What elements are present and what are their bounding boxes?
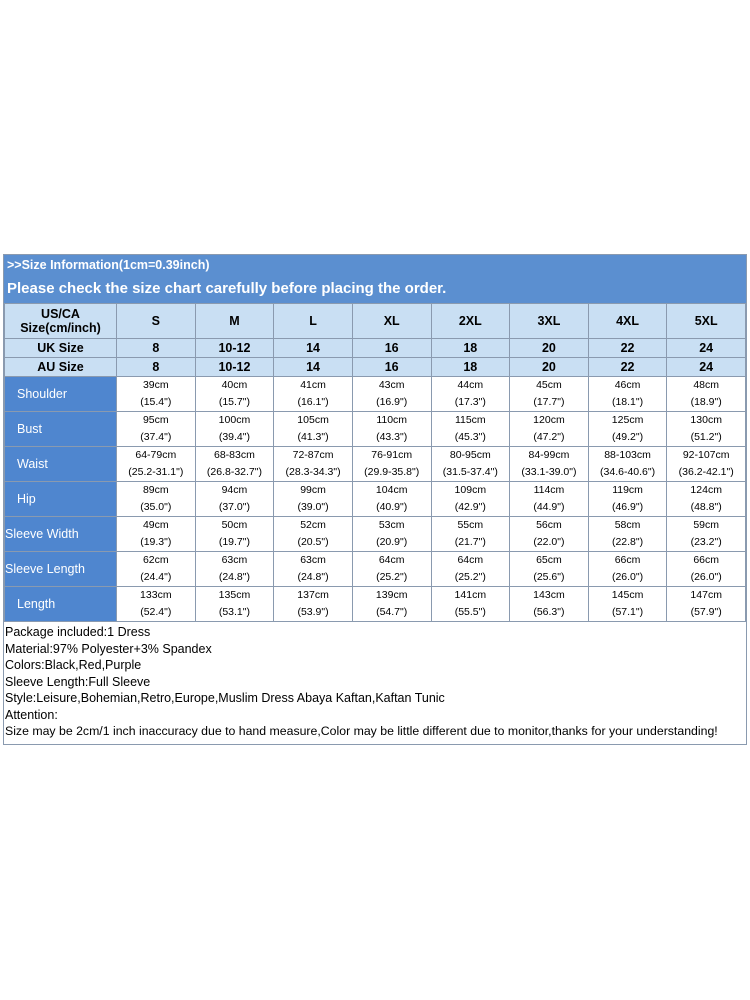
measurement-cm: 141cm bbox=[454, 589, 487, 601]
measurement-cell bbox=[588, 447, 667, 482]
measurement-inch: (17.3") bbox=[454, 396, 486, 408]
measurement-cm: 63cm bbox=[300, 554, 326, 566]
measurement-cm: 72-87cm bbox=[292, 449, 334, 461]
measurement-inch: (43.3") bbox=[376, 431, 408, 443]
measurement-cell bbox=[667, 587, 746, 622]
measurement-row bbox=[5, 552, 746, 587]
measurement-cm: 63cm bbox=[221, 554, 248, 566]
measurement-cm: 66cm bbox=[693, 554, 720, 566]
measurement-inch: (16.1") bbox=[297, 396, 329, 408]
measurement-cm: 46cm bbox=[614, 379, 641, 391]
size-label-line2: Size(cm/inch) bbox=[20, 321, 101, 335]
measurement-row bbox=[5, 377, 746, 412]
measurement-cm: 45cm bbox=[536, 379, 562, 391]
measurement-cell bbox=[510, 377, 589, 412]
measurement-cm: 133cm bbox=[140, 589, 172, 601]
uk-size-cell: 20 bbox=[510, 339, 589, 358]
au-size-cell: 10-12 bbox=[195, 358, 274, 377]
measurement-cm: 64-79cm bbox=[135, 449, 177, 461]
measurement-cell bbox=[195, 377, 274, 412]
uk-size-cell: 14 bbox=[274, 339, 353, 358]
measurement-cm: 89cm bbox=[142, 484, 169, 496]
measurement-inch: (39.0") bbox=[297, 501, 329, 513]
measurement-inch: (28.3-34.3") bbox=[285, 466, 341, 478]
au-size-cell: 16 bbox=[352, 358, 431, 377]
measurement-cell bbox=[195, 447, 274, 482]
uk-size-cell: 24 bbox=[667, 339, 746, 358]
au-size-cell: 14 bbox=[274, 358, 353, 377]
measurement-row bbox=[5, 482, 746, 517]
measurement-inch: (16.9") bbox=[376, 396, 408, 408]
measurement-cell bbox=[274, 482, 353, 517]
measurement-inch: (34.6-40.6") bbox=[600, 466, 656, 478]
measurement-label: Sleeve Length bbox=[5, 552, 117, 587]
measurement-inch: (22.8") bbox=[611, 536, 644, 548]
measurement-inch: (23.2") bbox=[690, 536, 722, 548]
measurement-cell bbox=[588, 552, 667, 587]
measurement-inch: (31.5-37.4") bbox=[442, 466, 498, 478]
size-info-heading: >>Size Information(1cm=0.39inch) bbox=[7, 258, 210, 272]
measurement-inch: (33.1-39.0") bbox=[521, 466, 577, 478]
measurement-inch: (56.3") bbox=[533, 606, 565, 618]
measurement-cm: 66cm bbox=[614, 554, 641, 566]
measurement-cell bbox=[431, 377, 510, 412]
measurement-inch: (18.9") bbox=[690, 396, 722, 408]
note-line: Package included:1 Dress bbox=[5, 625, 151, 639]
measurement-cm: 88-103cm bbox=[604, 449, 651, 461]
measurement-cm: 48cm bbox=[693, 379, 720, 391]
measurement-cell bbox=[431, 412, 510, 447]
measurement-label: Length bbox=[5, 587, 117, 622]
measurement-inch: (29.9-35.8") bbox=[364, 466, 420, 478]
measurement-inch: (48.8") bbox=[690, 501, 722, 513]
note-line: Size may be 2cm/1 inch inaccuracy due to hand measure,Color may be little different due to monitor,thanks for your understanding! bbox=[5, 724, 718, 738]
au-size-cell: 8 bbox=[117, 358, 196, 377]
measurement-cell bbox=[588, 412, 667, 447]
measurement-inch: (39.4") bbox=[218, 431, 251, 443]
measurement-cm: 105cm bbox=[297, 414, 329, 426]
au-size-label: AU Size bbox=[5, 358, 117, 377]
measurement-cm: 39cm bbox=[142, 379, 169, 391]
measurement-inch: (22.0") bbox=[533, 536, 565, 548]
measurement-cm: 62cm bbox=[142, 554, 169, 566]
measurement-cell bbox=[274, 412, 353, 447]
note-line: Attention: bbox=[5, 707, 58, 722]
order-notice: Please check the size chart carefully before placing the order. bbox=[7, 280, 447, 297]
uk-size-label: UK Size bbox=[5, 339, 117, 358]
measurement-cm: 135cm bbox=[218, 589, 251, 601]
measurement-cell bbox=[352, 552, 431, 587]
measurement-cm: 64cm bbox=[378, 554, 405, 566]
au-size-cell: 22 bbox=[588, 358, 667, 377]
measurement-cm: 53cm bbox=[378, 519, 405, 531]
measurement-cell bbox=[274, 447, 353, 482]
measurement-inch: (19.3") bbox=[140, 536, 172, 548]
measurement-label: Hip bbox=[5, 482, 117, 517]
measurement-cell bbox=[510, 587, 589, 622]
uk-size-cell: 18 bbox=[431, 339, 510, 358]
measurement-cm: 99cm bbox=[300, 484, 326, 496]
measurement-cell bbox=[117, 412, 196, 447]
measurement-cell bbox=[431, 587, 510, 622]
measurement-cell bbox=[352, 412, 431, 447]
measurement-inch: (25.6") bbox=[533, 571, 565, 583]
measurement-cell bbox=[117, 447, 196, 482]
measurement-cm: 120cm bbox=[533, 414, 565, 426]
measurement-cm: 41cm bbox=[300, 379, 326, 391]
measurement-inch: (57.1") bbox=[611, 606, 644, 618]
measurement-label: Shoulder bbox=[5, 377, 117, 412]
measurement-inch: (41.3") bbox=[297, 431, 329, 443]
measurement-cm: 84-99cm bbox=[528, 449, 570, 461]
measurement-inch: (45.3") bbox=[454, 431, 486, 443]
measurement-cell bbox=[117, 482, 196, 517]
measurement-cell bbox=[431, 482, 510, 517]
size-label-cell bbox=[5, 304, 117, 339]
size-label-line1: US/CA bbox=[41, 307, 80, 321]
measurement-cell bbox=[667, 517, 746, 552]
measurement-cm: 114cm bbox=[533, 484, 565, 496]
measurement-cm: 115cm bbox=[454, 414, 486, 426]
measurement-cm: 143cm bbox=[533, 589, 565, 601]
measurement-inch: (37.0") bbox=[218, 501, 251, 513]
measurement-cm: 110cm bbox=[376, 414, 408, 426]
measurement-cm: 56cm bbox=[536, 519, 562, 531]
measurement-cm: 109cm bbox=[454, 484, 487, 496]
uk-size-cell: 16 bbox=[352, 339, 431, 358]
measurement-cm: 52cm bbox=[300, 519, 326, 531]
measurement-inch: (55.5") bbox=[454, 606, 486, 618]
measurement-inch: (57.9") bbox=[690, 606, 722, 618]
measurement-inch: (15.4") bbox=[140, 396, 172, 408]
measurement-inch: (54.7") bbox=[376, 606, 408, 618]
uk-size-row bbox=[5, 339, 746, 358]
measurement-cell bbox=[352, 447, 431, 482]
measurement-label: Waist bbox=[5, 447, 117, 482]
measurement-cm: 125cm bbox=[611, 414, 644, 426]
measurement-cell bbox=[510, 412, 589, 447]
measurement-cm: 130cm bbox=[690, 414, 722, 426]
measurement-cm: 119cm bbox=[612, 484, 643, 496]
measurement-cell bbox=[588, 517, 667, 552]
uk-size-cell: 10-12 bbox=[195, 339, 274, 358]
measurement-cell bbox=[274, 552, 353, 587]
measurement-inch: (47.2") bbox=[533, 431, 565, 443]
size-chart-header bbox=[4, 255, 746, 303]
measurement-cell bbox=[195, 412, 274, 447]
measurement-cm: 104cm bbox=[375, 484, 408, 496]
au-size-cell: 24 bbox=[667, 358, 746, 377]
measurement-cell bbox=[667, 447, 746, 482]
measurement-inch: (53.1") bbox=[218, 606, 251, 618]
measurement-inch: (26.0") bbox=[611, 571, 644, 583]
measurement-inch: (35.0") bbox=[140, 501, 172, 513]
measurement-inch: (52.4") bbox=[140, 606, 172, 618]
measurement-label: Bust bbox=[5, 412, 117, 447]
measurement-cell bbox=[117, 587, 196, 622]
measurement-cell bbox=[274, 377, 353, 412]
size-cell: L bbox=[274, 304, 353, 339]
measurement-label: Sleeve Width bbox=[5, 517, 117, 552]
size-cell: XL bbox=[352, 304, 431, 339]
measurement-cm: 55cm bbox=[457, 519, 484, 531]
measurement-cell bbox=[352, 587, 431, 622]
measurement-cell bbox=[510, 552, 589, 587]
measurement-cm: 50cm bbox=[221, 519, 248, 531]
au-size-row bbox=[5, 358, 746, 377]
measurement-inch: (15.7") bbox=[218, 396, 251, 408]
measurement-inch: (51.2") bbox=[690, 431, 722, 443]
size-table bbox=[4, 303, 746, 622]
measurement-row bbox=[5, 517, 746, 552]
measurement-cm: 58cm bbox=[614, 519, 641, 531]
measurement-cell bbox=[352, 377, 431, 412]
measurement-cell bbox=[352, 517, 431, 552]
measurement-cell bbox=[195, 517, 274, 552]
measurement-row bbox=[5, 447, 746, 482]
au-size-cell: 18 bbox=[431, 358, 510, 377]
measurement-cm: 92-107cm bbox=[682, 449, 730, 461]
measurement-cm: 43cm bbox=[378, 379, 405, 391]
measurement-cell bbox=[510, 517, 589, 552]
measurement-inch: (44.9") bbox=[533, 501, 565, 513]
measurement-cm: 95cm bbox=[142, 414, 169, 426]
uk-size-cell: 8 bbox=[117, 339, 196, 358]
measurement-cell bbox=[588, 377, 667, 412]
size-cell: M bbox=[195, 304, 274, 339]
measurement-cm: 40cm bbox=[221, 379, 248, 391]
measurement-inch: (19.7") bbox=[218, 536, 251, 548]
measurement-cell bbox=[117, 377, 196, 412]
measurement-inch: (26.8-32.7") bbox=[206, 466, 262, 478]
size-row bbox=[5, 304, 746, 339]
measurement-cm: 139cm bbox=[375, 589, 408, 601]
measurement-cm: 68-83cm bbox=[214, 449, 255, 461]
measurement-cell bbox=[274, 517, 353, 552]
measurement-inch: (18.1") bbox=[611, 396, 644, 408]
measurement-cm: 147cm bbox=[690, 589, 722, 601]
measurement-cell bbox=[667, 482, 746, 517]
measurement-cm: 137cm bbox=[297, 589, 329, 601]
measurement-inch: (21.7") bbox=[454, 536, 486, 548]
product-notes bbox=[4, 622, 746, 744]
measurement-inch: (36.2-42.1") bbox=[678, 466, 734, 478]
measurement-cell bbox=[195, 552, 274, 587]
measurement-cell bbox=[431, 517, 510, 552]
measurement-inch: (25.2") bbox=[376, 571, 408, 583]
size-cell: 5XL bbox=[667, 304, 746, 339]
measurement-cm: 64cm bbox=[457, 554, 484, 566]
measurement-inch: (37.4") bbox=[140, 431, 172, 443]
measurement-inch: (25.2") bbox=[454, 571, 486, 583]
measurement-cell bbox=[510, 482, 589, 517]
note-line: Style:Leisure,Bohemian,Retro,Europe,Muslim Dress Abaya Kaftan,Kaftan Tunic bbox=[5, 691, 445, 705]
measurement-cm: 145cm bbox=[611, 589, 644, 601]
measurement-inch: (24.8") bbox=[218, 571, 251, 583]
measurement-cm: 100cm bbox=[218, 414, 251, 426]
measurement-cm: 49cm bbox=[142, 519, 169, 531]
measurement-row bbox=[5, 587, 746, 622]
measurement-cm: 124cm bbox=[690, 484, 722, 496]
measurement-cm: 65cm bbox=[536, 554, 562, 566]
note-line: Sleeve Length:Full Sleeve bbox=[5, 674, 151, 689]
measurement-cell bbox=[195, 482, 274, 517]
au-size-cell: 20 bbox=[510, 358, 589, 377]
measurement-inch: (20.5") bbox=[297, 536, 329, 548]
size-cell: S bbox=[117, 304, 196, 339]
measurement-cell bbox=[667, 377, 746, 412]
measurement-cell bbox=[431, 447, 510, 482]
measurement-inch: (53.9") bbox=[297, 606, 329, 618]
note-line: Colors:Black,Red,Purple bbox=[5, 658, 142, 672]
measurement-cm: 76-91cm bbox=[371, 449, 413, 461]
measurement-inch: (49.2") bbox=[611, 431, 644, 443]
measurement-row bbox=[5, 412, 746, 447]
measurement-inch: (42.9") bbox=[454, 501, 486, 513]
measurement-inch: (17.7") bbox=[533, 396, 565, 408]
measurement-inch: (24.4") bbox=[140, 571, 172, 583]
measurement-inch: (46.9") bbox=[611, 501, 644, 513]
measurement-cell bbox=[667, 552, 746, 587]
uk-size-cell: 22 bbox=[588, 339, 667, 358]
size-cell: 2XL bbox=[431, 304, 510, 339]
measurement-cm: 80-95cm bbox=[449, 449, 491, 461]
measurement-inch: (25.2-31.1") bbox=[128, 466, 184, 478]
measurement-cell bbox=[195, 587, 274, 622]
measurement-cm: 44cm bbox=[457, 379, 484, 391]
measurement-cm: 94cm bbox=[221, 484, 248, 496]
measurement-cell bbox=[117, 552, 196, 587]
size-cell: 4XL bbox=[588, 304, 667, 339]
measurement-cell bbox=[431, 552, 510, 587]
measurement-cell bbox=[117, 517, 196, 552]
measurement-cell bbox=[588, 482, 667, 517]
measurement-cell bbox=[588, 587, 667, 622]
size-cell: 3XL bbox=[510, 304, 589, 339]
measurement-cell bbox=[352, 482, 431, 517]
measurement-inch: (26.0") bbox=[690, 571, 722, 583]
measurement-inch: (20.9") bbox=[376, 536, 408, 548]
measurement-cell bbox=[510, 447, 589, 482]
measurement-cell bbox=[274, 587, 353, 622]
size-chart bbox=[3, 254, 747, 745]
measurement-inch: (24.8") bbox=[297, 571, 329, 583]
measurement-inch: (40.9") bbox=[376, 501, 408, 513]
measurement-cell bbox=[667, 412, 746, 447]
note-line: Material:97% Polyester+3% Spandex bbox=[5, 641, 212, 656]
measurement-cm: 59cm bbox=[693, 519, 720, 531]
